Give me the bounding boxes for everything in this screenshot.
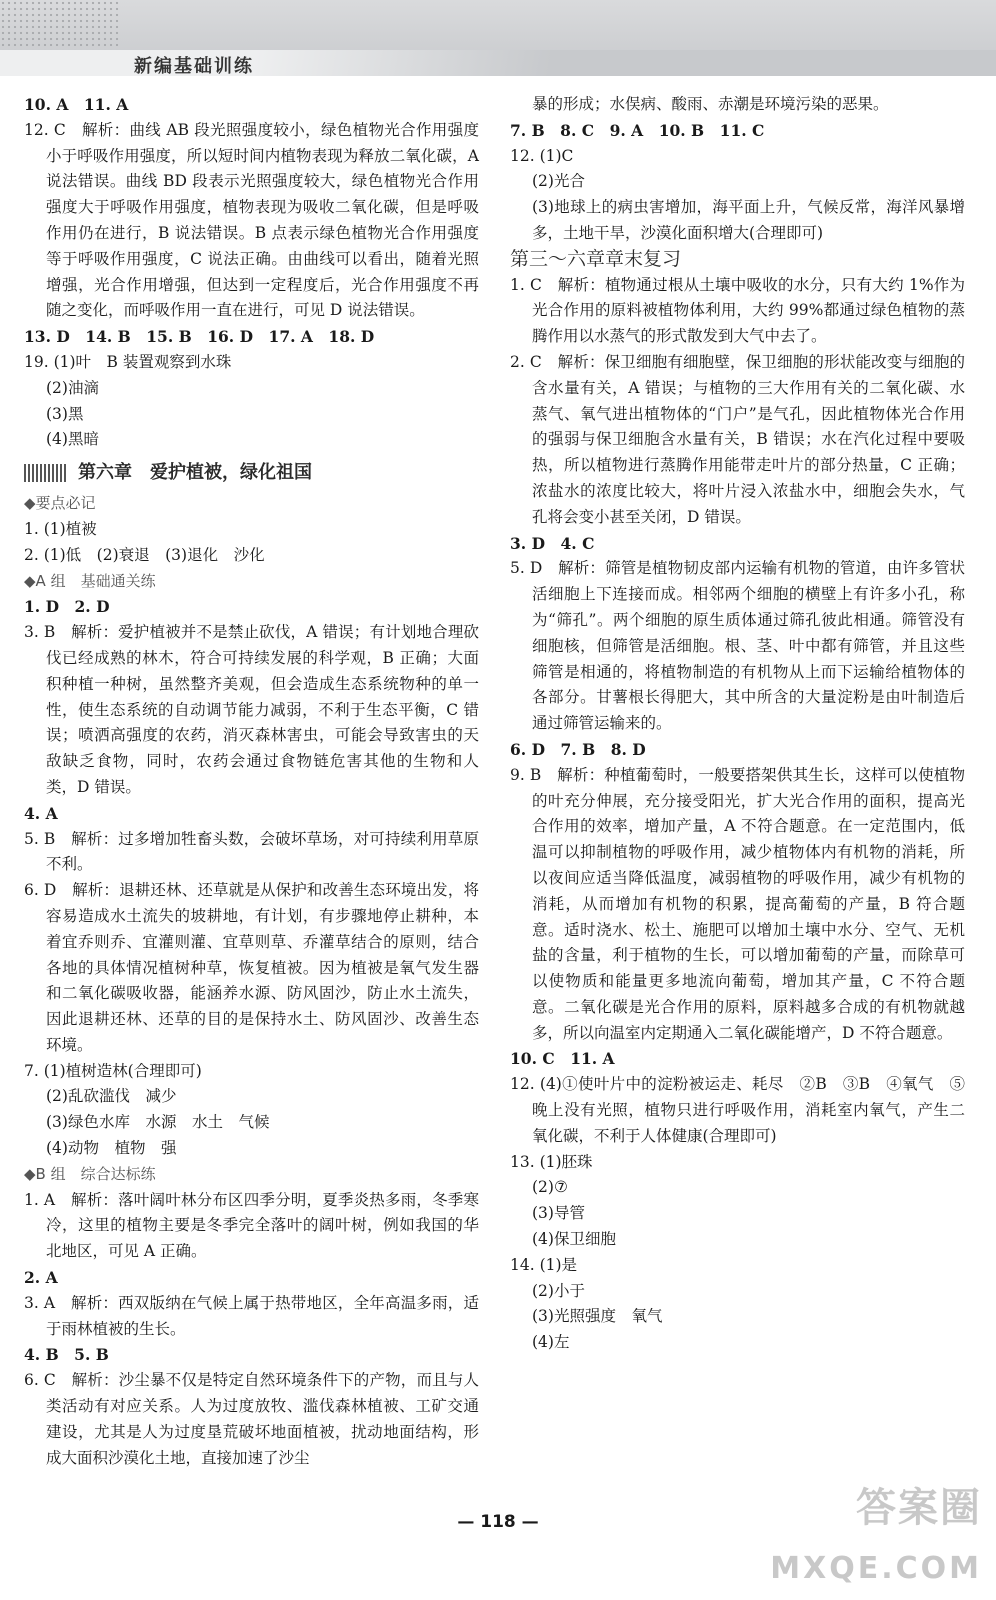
- answer-line: (4)左: [532, 1333, 570, 1352]
- answer-line: (3)光照强度 氧气: [532, 1307, 663, 1326]
- answer-explanation: 1. C 解析：植物通过根从土壤中吸收的水分，只有大约 1%作为光合作用的原料被植物体利用，大约 99%都通过绿色植物的蒸腾作用以水蒸气的形式散发到大气中去了。: [510, 275, 965, 346]
- answer-line: (2)乱砍滥伐 减少: [46, 1087, 177, 1106]
- answer-line: (4)动物 植物 强: [46, 1139, 177, 1158]
- answer-line: (3)导管: [532, 1204, 585, 1223]
- answer-line: 14. (1)是: [510, 1255, 578, 1274]
- answer-explanation: 12. C 解析：曲线 AB 段光照强度较小，绿色植物光合作用强度小于呼吸作用强度，所以短时间内植物表现为释放二氧化碳，A 说法错误。曲线 BD 段表示光照强度较大，绿色植物光合作用强度大于呼吸作用强度，植物表现为吸收二氧化碳，但是呼吸作用仍在进行，B 说法错误。B 点表示绿色植物光合作用强度等于呼吸作用强度，C 说法正确。由曲线可以看出，随着光照增强，光合作用增强，但达到一定程度后，光合作用强度不再随之变化，而呼吸作用一直在进行，可见 D 说法错误。: [24, 120, 479, 320]
- answer-explanation: 暴的形成；水俣病、酸雨、赤潮是环境污染的恶果。: [532, 95, 889, 113]
- answer-explanation: 3. A 解析：西双版纳在气候上属于热带地区，全年高温多雨，适于雨林植被的生长。: [24, 1293, 479, 1338]
- watermark-logo: [770, 1476, 982, 1586]
- answer-line: (3)地球上的病虫害增加，海平面上升，气候反常，海洋风暴增多，土地干旱，沙漠化面积增大(合理即可): [532, 198, 965, 242]
- answer-explanation: 3. B 解析：爱护植被并不是禁止砍伐，A 错误；有计划地合理砍伐已经成熟的林木，符合可持续发展的科学观，B 正确；大面积种植一种树，虽然整齐美观，但会造成生态系统物种的单一性，使生态系统的自动调节能力减弱，不利于生态平衡，C 错误；喷洒高强度的农药，消灭森林害虫，可能会导致害虫的天敌缺乏食物，同时，农药会通过食物链危害其他的生物和人类，D 错误。: [24, 623, 479, 796]
- answer-line: (2)光合: [532, 172, 585, 191]
- answer-line: 4. A: [24, 803, 58, 823]
- answer-explanation: 6. C 解析：沙尘暴不仅是特定自然环境条件下的产物，而且与人类活动有对应关系。人为过度放牧、滥伐森林植被、工矿交通建设，尤其是人为过度垦荒破坏地面植被，扰动地面结构，形成大面积沙漠化土地，直接加速了沙尘: [24, 1371, 479, 1467]
- right-column: [510, 92, 965, 1356]
- answer-line: 2. A: [24, 1268, 58, 1288]
- answer-line: (3)黑: [46, 404, 84, 423]
- answer-line: 10. A 11. A: [24, 95, 129, 114]
- section-label: ◆要点必记: [24, 494, 96, 513]
- answer-line: 1. D 2. D: [24, 597, 110, 617]
- answer-line: 7. (1)植树造林(合理即可): [24, 1061, 202, 1080]
- answer-line: 10. C 11. A: [510, 1049, 615, 1069]
- chapter-bars-icon: [24, 464, 68, 482]
- watermark-top: 答案圈: [856, 1485, 982, 1531]
- answer-explanation: 5. B 解析：过多增加牲畜头数，会破坏草场，对可持续利用草原不利。: [24, 829, 479, 874]
- answer-explanation: 12. (4)①使叶片中的淀粉被运走、耗尽 ②B ③B ④氧气 ⑤晚上没有光照，植物只进行呼吸作用，消耗室内氧气，产生二氧化碳，不利于人体健康(合理即可): [510, 1075, 965, 1145]
- answer-line: (4)黑暗: [46, 430, 99, 449]
- answer-line: (3)绿色水库 水源 水土 气候: [46, 1113, 270, 1132]
- answer-line: 2. (1)低 (2)衰退 (3)退化 沙化: [24, 545, 265, 564]
- answer-line: 13. D 14. B 15. B 16. D 17. A 18. D: [24, 327, 375, 347]
- answer-line: 7. B 8. C 9. A 10. B 11. C: [510, 120, 765, 140]
- answer-line: (2)小于: [532, 1281, 585, 1300]
- page-header: [0, 0, 996, 76]
- answer-line: (2)⑦: [532, 1178, 568, 1197]
- answer-line: 4. B 5. B: [24, 1345, 109, 1365]
- chapter-title: 第六章 爱护植被，绿化祖国: [78, 462, 312, 484]
- page-number: — 118 —: [457, 1512, 539, 1532]
- answer-explanation: 5. D 解析：筛管是植物韧皮部内运输有机物的管道，由许多管状活细胞上下连接而成。相邻两个细胞的横壁上有许多小孔，称为“筛孔”。两个细胞的原生质体通过筛孔彼此相通。筛管没有细胞核，但筛管是活细胞。根、茎、叶中都有筛管，并且这些筛管是相通的，将植物制造的有机物从上而下运输给植物体的各部分。甘薯根长得肥大，其中所含的大量淀粉是由叶制造后通过筛管运输来的。: [510, 559, 965, 733]
- answer-line: 3. D 4. C: [510, 533, 595, 553]
- answer-explanation: 9. B 解析：种植葡萄时，一般要搭架供其生长，这样可以使植物的叶充分伸展，充分接受阳光，扩大光合作用的面积，提高光合作用的效率，增加产量，A 不符合题意。在一定范围内，低温可以抑制植物的呼吸作用，减少植物体内有机物的消耗，所以夜间应适当降低温度，减弱植物的呼吸作用，减少有机物的消耗，从而增加有机物的积累，提高葡萄的产量，B 符合题意。适时浇水、松土、施肥可以增加土壤中水分、空气、无机盐的含量，利于植物的生长，可以增加葡萄的产量，而除草可以使物质和能量更多地流向葡萄，增加其产量，C 不符合题意。二氧化碳是光合作用的原料，原料越多合成的有机物就越多，所以向温室内定期通入二氧化碳能增产，D 不符合题意。: [510, 765, 965, 1042]
- answer-line: 19. (1)叶 B 装置观察到水珠: [24, 352, 232, 371]
- review-heading: 第三～六章章末复习: [510, 247, 682, 270]
- answer-line: (2)油滴: [46, 378, 99, 397]
- answer-explanation: 6. D 解析：退耕还林、还草就是从保护和改善生态环境出发，将容易造成水土流失的坡耕地，有计划，有步骤地停止耕种，本着宜乔则乔、宜灌则灌、宜草则草、乔灌草结合的原则，结合各地的具体情况植树种草，恢复植被。因为植被是氧气发生器和二氧化碳吸收器，能涵养水源、防风固沙，防止水土流失，因此退耕还林、还草的目的是保持水土、防风固沙、改善生态环境。: [24, 881, 479, 1054]
- header-slant: [255, 50, 996, 76]
- answer-line: 1. (1)植被: [24, 519, 97, 538]
- left-column: [24, 92, 479, 1471]
- section-label: ◆B 组 综合达标练: [24, 1164, 156, 1183]
- answer-line: (4)保卫细胞: [532, 1230, 616, 1249]
- answer-line: 6. D 7. B 8. D: [510, 739, 646, 759]
- section-label: ◆A 组 基础通关练: [24, 571, 156, 590]
- header-title: 新编基础训练: [134, 56, 254, 77]
- watermark-bottom: MXQE.COM: [770, 1551, 982, 1586]
- answer-line: 12. (1)C: [510, 146, 574, 165]
- chapter-heading: [24, 459, 479, 487]
- answer-explanation: 1. A 解析：落叶阔叶林分布区四季分明，夏季炎热多雨，冬季寒冷，这里的植物主要是冬季完全落叶的阔叶树，例如我国的华北地区，可见 A 正确。: [24, 1190, 479, 1261]
- answer-explanation: 2. C 解析：保卫细胞有细胞壁，保卫细胞的形状能改变与细胞的含水量有关，A 错误；与植物的三大作用有关的二氧化碳、水蒸气、氧气进出植物体的“门户”是气孔，因此植物体光合作用的强弱与保卫细胞含水量有关，B 错误；水在汽化过程中要吸热，所以植物进行蒸腾作用能带走叶片的部分热量，C 正确；浓盐水的浓度比较大，将叶片浸入浓盐水中，细胞会失水，气孔将会变小甚至关闭，D 错误。: [510, 352, 965, 526]
- answer-line: 13. (1)胚珠: [510, 1152, 593, 1171]
